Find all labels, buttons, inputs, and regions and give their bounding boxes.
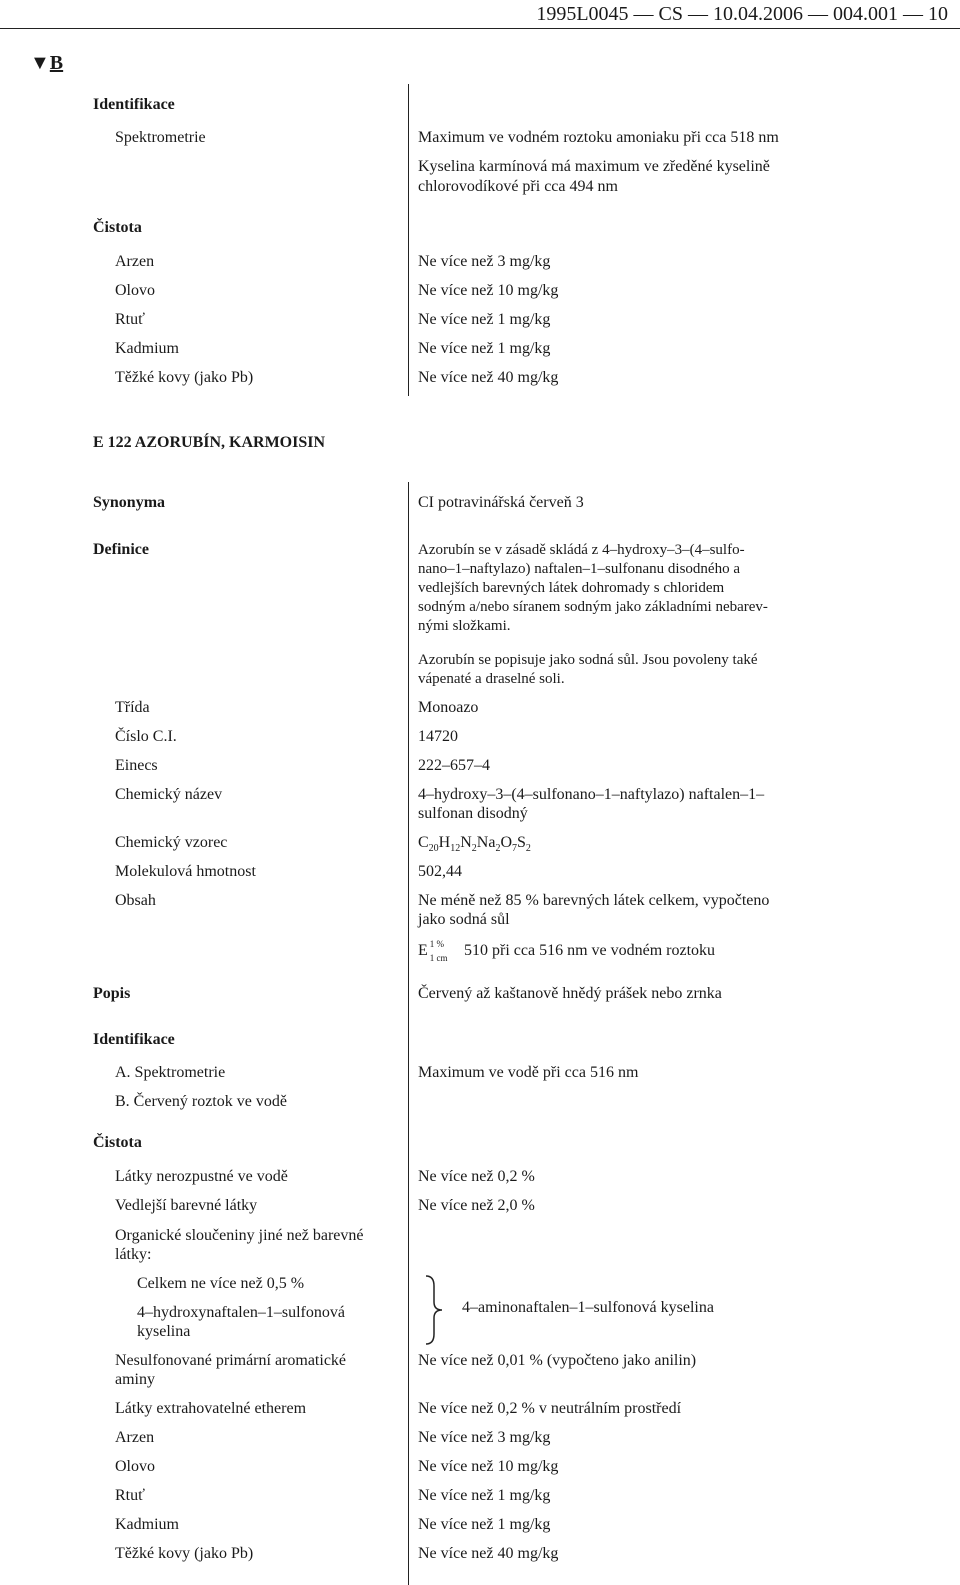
- value-extrahovatelne: Ne více než 0,2 % v neutrálním prostředí: [418, 1400, 682, 1417]
- label-molekulova-hmotnost: Molekulová hmotnost: [115, 863, 256, 880]
- label-arzen: Arzen: [115, 253, 155, 270]
- value-chemicky-nazev-2: sulfonan disodný: [418, 805, 528, 822]
- value-nesulfonovane: Ne více než 0,01 % (vypočteno jako anilin): [418, 1352, 697, 1369]
- value-aminonaftalen: 4–aminonaftalen–1–sulfonová kyselina: [462, 1299, 714, 1316]
- value-obsah-2: jako sodná sůl: [418, 911, 510, 928]
- heading-identifikace-2: Identifikace: [93, 1031, 175, 1048]
- value-spektrometrie-2a: Kyselina karmínová má maximum ve zředěné kyselině: [418, 158, 770, 175]
- label-trida: Třída: [115, 699, 150, 716]
- label-definice: Definice: [93, 541, 149, 558]
- value-popis: Červený až kaštanově hnědý prášek nebo zrnka: [418, 985, 722, 1002]
- value-molekulova-hmotnost: 502,44: [418, 863, 462, 880]
- label-nerozpustne: Látky nerozpustné ve vodě: [115, 1168, 288, 1185]
- value-olovo-2: Ne více než 10 mg/kg: [418, 1458, 559, 1475]
- value-trida: Monoazo: [418, 699, 479, 716]
- label-obsah: Obsah: [115, 892, 156, 909]
- value-chemicky-vzorec: $C_{20}H_{12}N_2Na_2O_7S_2$: [418, 834, 531, 854]
- value-chemicky-nazev-1: 4–hydroxy–3–(4–sulfonano–1–naftylazo) naftalen–1–: [418, 786, 765, 803]
- value-spektrometrie-a: Maximum ve vodě při cca 516 nm: [418, 1064, 639, 1081]
- label-kadmium: Kadmium: [115, 340, 179, 357]
- value-nerozpustne: Ne více než 0,2 %: [418, 1168, 535, 1185]
- marker-label: B: [49, 52, 64, 74]
- definice-line-5: nými složkami.: [418, 618, 511, 634]
- amendment-marker[interactable]: [30, 52, 63, 75]
- label-synonyma: Synonyma: [93, 494, 166, 511]
- value-vedlejsi: Ne více než 2,0 %: [418, 1197, 535, 1214]
- definice-line-4: sodným a/nebo síranem sodným jako základními nebarev-: [418, 599, 768, 615]
- label-einecs: Einecs: [115, 757, 158, 774]
- column-divider-main: [408, 482, 409, 1585]
- label-organicke-2: látky:: [115, 1246, 152, 1263]
- column-divider-top: [408, 84, 409, 396]
- section-title: E 122 AZORUBÍN, KARMOISIN: [93, 434, 326, 451]
- label-popis: Popis: [93, 985, 131, 1002]
- label-rtut-2: Rtuť: [115, 1487, 145, 1504]
- label-cerveny-roztok: B. Červený roztok ve vodě: [115, 1093, 287, 1110]
- label-kadmium-2: Kadmium: [115, 1516, 179, 1533]
- value-kadmium: Ne více než 1 mg/kg: [418, 340, 551, 357]
- value-arzen: Ne více než 3 mg/kg: [418, 253, 551, 270]
- value-spektrometrie-2b: chlorovodíkové při cca 494 nm: [418, 178, 618, 195]
- value-olovo: Ne více než 10 mg/kg: [418, 282, 559, 299]
- label-hydroxy-1: 4–hydroxynaftalen–1–sulfonová: [137, 1304, 345, 1321]
- value-rtut: Ne více než 1 mg/kg: [418, 311, 551, 328]
- triangle-down-icon: ▼: [30, 52, 50, 74]
- label-olovo: Olovo: [115, 282, 155, 299]
- label-organicke-1: Organické sloučeniny jiné než barevné: [115, 1227, 364, 1244]
- label-chemicky-nazev: Chemický název: [115, 786, 223, 803]
- value-spektrometrie-1: Maximum ve vodném roztoku amoniaku při cca 518 nm: [418, 129, 779, 146]
- label-arzen-2: Arzen: [115, 1429, 155, 1446]
- value-cislo-ci: 14720: [418, 728, 458, 745]
- label-spektrometrie-a: A. Spektrometrie: [115, 1064, 226, 1081]
- definice-line-3: vedlejších barevných látek dohromady s chloridem: [418, 580, 725, 596]
- document-reference: 1995L0045 — CS — 10.04.2006 — 004.001 — 10: [536, 3, 948, 25]
- label-chemicky-vzorec: Chemický vzorec: [115, 834, 228, 851]
- value-einecs: 222–657–4: [418, 757, 490, 774]
- label-celkem: Celkem ne více než 0,5 %: [137, 1275, 305, 1292]
- label-extrahovatelne: Látky extrahovatelné etherem: [115, 1400, 307, 1417]
- heading-cistota: Čistota: [93, 219, 142, 236]
- label-hydroxy-2: kyselina: [137, 1323, 191, 1340]
- label-tezke-kovy-2: Těžké kovy (jako Pb): [115, 1545, 254, 1562]
- label-vedlejsi: Vedlejší barevné látky: [115, 1197, 258, 1214]
- label-cislo-ci: Číslo C.I.: [115, 728, 177, 745]
- value-synonyma: CI potravinářská červeň 3: [418, 494, 584, 511]
- heading-identifikace: Identifikace: [93, 96, 175, 113]
- label-nesulfonovane-1: Nesulfonované primární aromatické: [115, 1352, 347, 1369]
- definice-line-2: nano–1–naftylazo) naftalen–1–sulfonanu disodného a: [418, 561, 740, 577]
- value-arzen-2: Ne více než 3 mg/kg: [418, 1429, 551, 1446]
- value-kadmium-2: Ne více než 1 mg/kg: [418, 1516, 551, 1533]
- definice-line-1: Azorubín se v zásadě skládá z 4–hydroxy–3–(4–sulfo-: [418, 542, 745, 558]
- definice2-line-1: Azorubín se popisuje jako sodná sůl. Jsou povoleny také: [418, 652, 758, 668]
- label-olovo-2: Olovo: [115, 1458, 155, 1475]
- value-rtut-2: Ne více než 1 mg/kg: [418, 1487, 551, 1504]
- value-extinction: E 1 % 1 cm: [418, 939, 448, 963]
- label-nesulfonovane-2: aminy: [115, 1371, 155, 1388]
- right-brace-icon: [422, 1274, 446, 1346]
- heading-cistota-2: Čistota: [93, 1134, 142, 1151]
- value-obsah-1: Ne méně než 85 % barevných látek celkem, vypočteno: [418, 892, 770, 909]
- label-rtut: Rtuť: [115, 311, 145, 328]
- value-extinction-text: 510 při cca 516 nm ve vodném roztoku: [464, 942, 716, 959]
- label-tezke-kovy: Těžké kovy (jako Pb): [115, 369, 254, 386]
- definice2-line-2: vápenaté a draselné soli.: [418, 671, 565, 687]
- page-header: [0, 0, 960, 29]
- value-tezke-kovy: Ne více než 40 mg/kg: [418, 369, 559, 386]
- label-spektrometrie: Spektrometrie: [115, 129, 206, 146]
- value-tezke-kovy-2: Ne více než 40 mg/kg: [418, 1545, 559, 1562]
